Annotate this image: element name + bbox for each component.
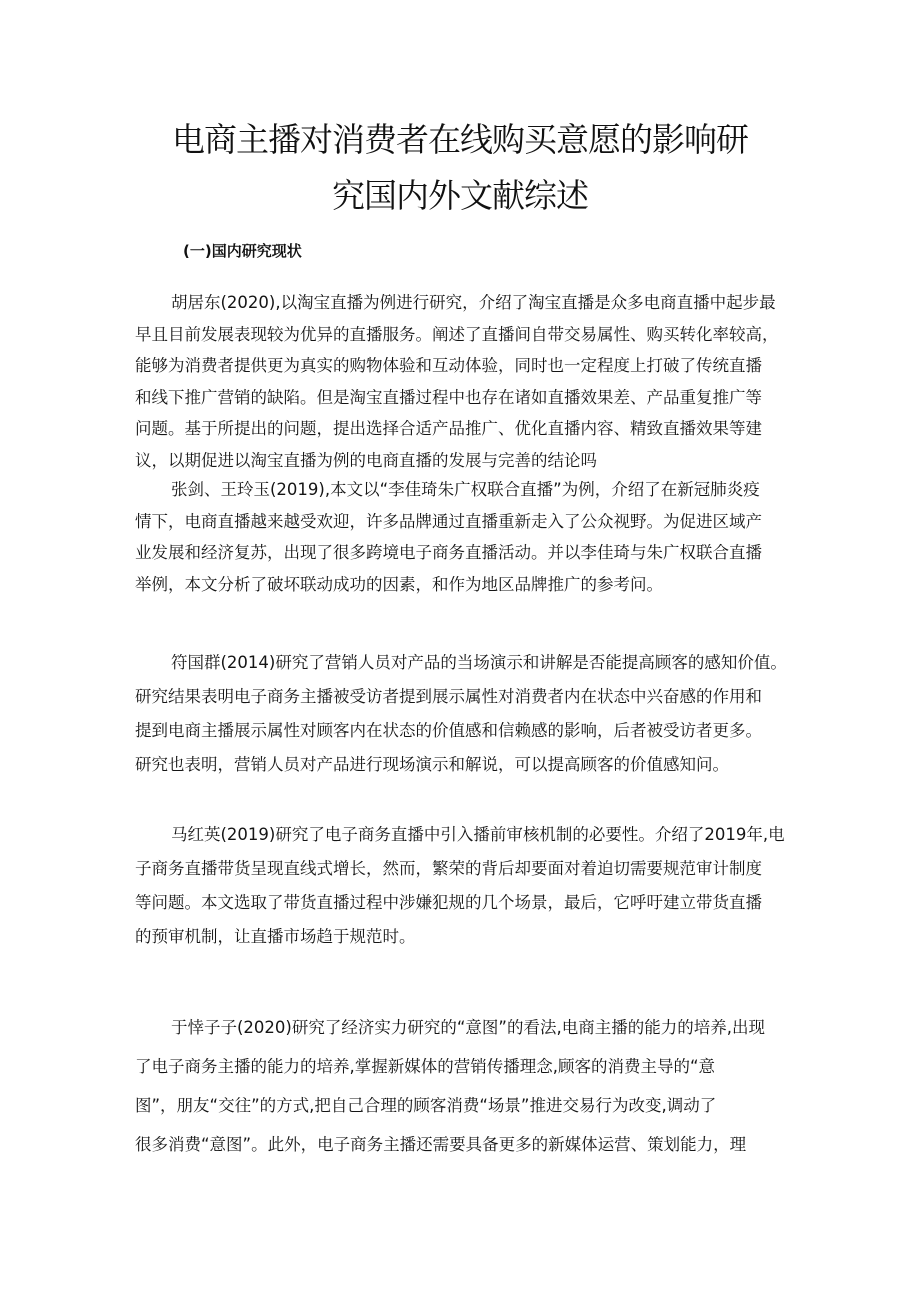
paragraph-line: 胡居东(2020),以淘宝直播为例进行研究，介绍了淘宝直播是众多电商直播中起步最 xyxy=(171,293,776,312)
paragraph-line: 马红英(2019)研究了电子商务直播中引入播前审核机制的必要性。介绍了2019年,电 xyxy=(171,825,785,844)
paragraph-line: 业发展和经济复苏，出现了很多跨境电子商务直播活动。并以李佳琦与朱广权联合直播 xyxy=(135,543,762,562)
paragraph-1 xyxy=(135,287,795,476)
title-line-1: 电商主播对消费者在线购买意愿的影响研 xyxy=(172,120,748,159)
paragraph-line: 了电子商务主播的能力的培养,掌握新媒体的营销传播理念,顾客的消费主导的“意 xyxy=(135,1057,716,1076)
paragraph-line: 符国群(2014)研究了营销人员对产品的当场演示和讲解是否能提高顾客的感知价值。 xyxy=(171,653,787,672)
paragraph-line: 议，以期促进以淘宝直播为例的电商直播的发展与完善的结论吗 xyxy=(135,450,597,470)
paragraph-5 xyxy=(135,1008,795,1164)
paragraph-4 xyxy=(135,818,795,954)
paragraph-line: 很多消费“意图”。此外，电子商务主播还需要具备更多的新媒体运营、策划能力，理 xyxy=(135,1135,747,1154)
paragraph-line: 研究结果表明电子商务主播被受访者提到展示属性对消费者内在状态中兴奋感的作用和 xyxy=(135,687,762,706)
document-title xyxy=(130,112,790,224)
paragraph-line: 早且目前发展表现较为优异的直播服务。阐述了直播间自带交易属性、购买转化率较高， xyxy=(135,324,779,344)
paragraph-line: 情下，电商直播越来越受欢迎，许多品牌通过直播重新走入了公众视野。为促进区域产 xyxy=(135,511,762,531)
paragraph-2 xyxy=(135,474,795,600)
paragraph-line: 提到电商主播展示属性对顾客内在状态的价值感和信赖感的影响，后者被受访者更多。 xyxy=(135,721,762,740)
paragraph-line: 的预审机制，让直播市场趋于规范时。 xyxy=(135,927,416,946)
paragraph-line: 问题。基于所提出的问题，提出选择合适产品推广、优化直播内容、精致直播效果等建 xyxy=(135,419,762,438)
paragraph-3 xyxy=(135,646,795,782)
paragraph-line: 等问题。本文选取了带货直播过程中涉嫌犯规的几个场景，最后，它呼吁建立带货直播 xyxy=(135,893,762,912)
title-line-2: 究国内外文献综述 xyxy=(332,176,588,215)
paragraph-line: 张剑、王玲玉(2019),本文以“李佳琦朱广权联合直播”为例，介绍了在新冠肺炎疫 xyxy=(171,480,760,499)
paragraph-line: 图”，朋友“交往”的方式,把自己合理的顾客消费“场景”推进交易行为改变,调动了 xyxy=(135,1096,717,1115)
paragraph-line: 研究也表明，营销人员对产品进行现场演示和解说，可以提高顾客的价值感知问。 xyxy=(135,755,729,774)
paragraph-line: 能够为消费者提供更为真实的购物体验和互动体验，同时也一定程度上打破了传统直播 xyxy=(135,356,762,375)
paragraph-line: 和线下推广营销的缺陷。但是淘宝直播过程中也存在诸如直播效果差、产品重复推广等 xyxy=(135,387,762,407)
paragraph-line: 举例，本文分析了破坏联动成功的因素，和作为地区品牌推广的参考问。 xyxy=(135,574,663,594)
paragraph-line: 于悻子子(2020)研究了经济实力研究的“意图”的看法,电商主播的能力的培养,出现 xyxy=(171,1018,765,1037)
paragraph-line: 子商务直播带货呈现直线式增长，然而，繁荣的背后却要面对着迫切需要规范审计制度 xyxy=(135,859,762,878)
section-heading: (一)国内研究现状 xyxy=(183,242,302,260)
